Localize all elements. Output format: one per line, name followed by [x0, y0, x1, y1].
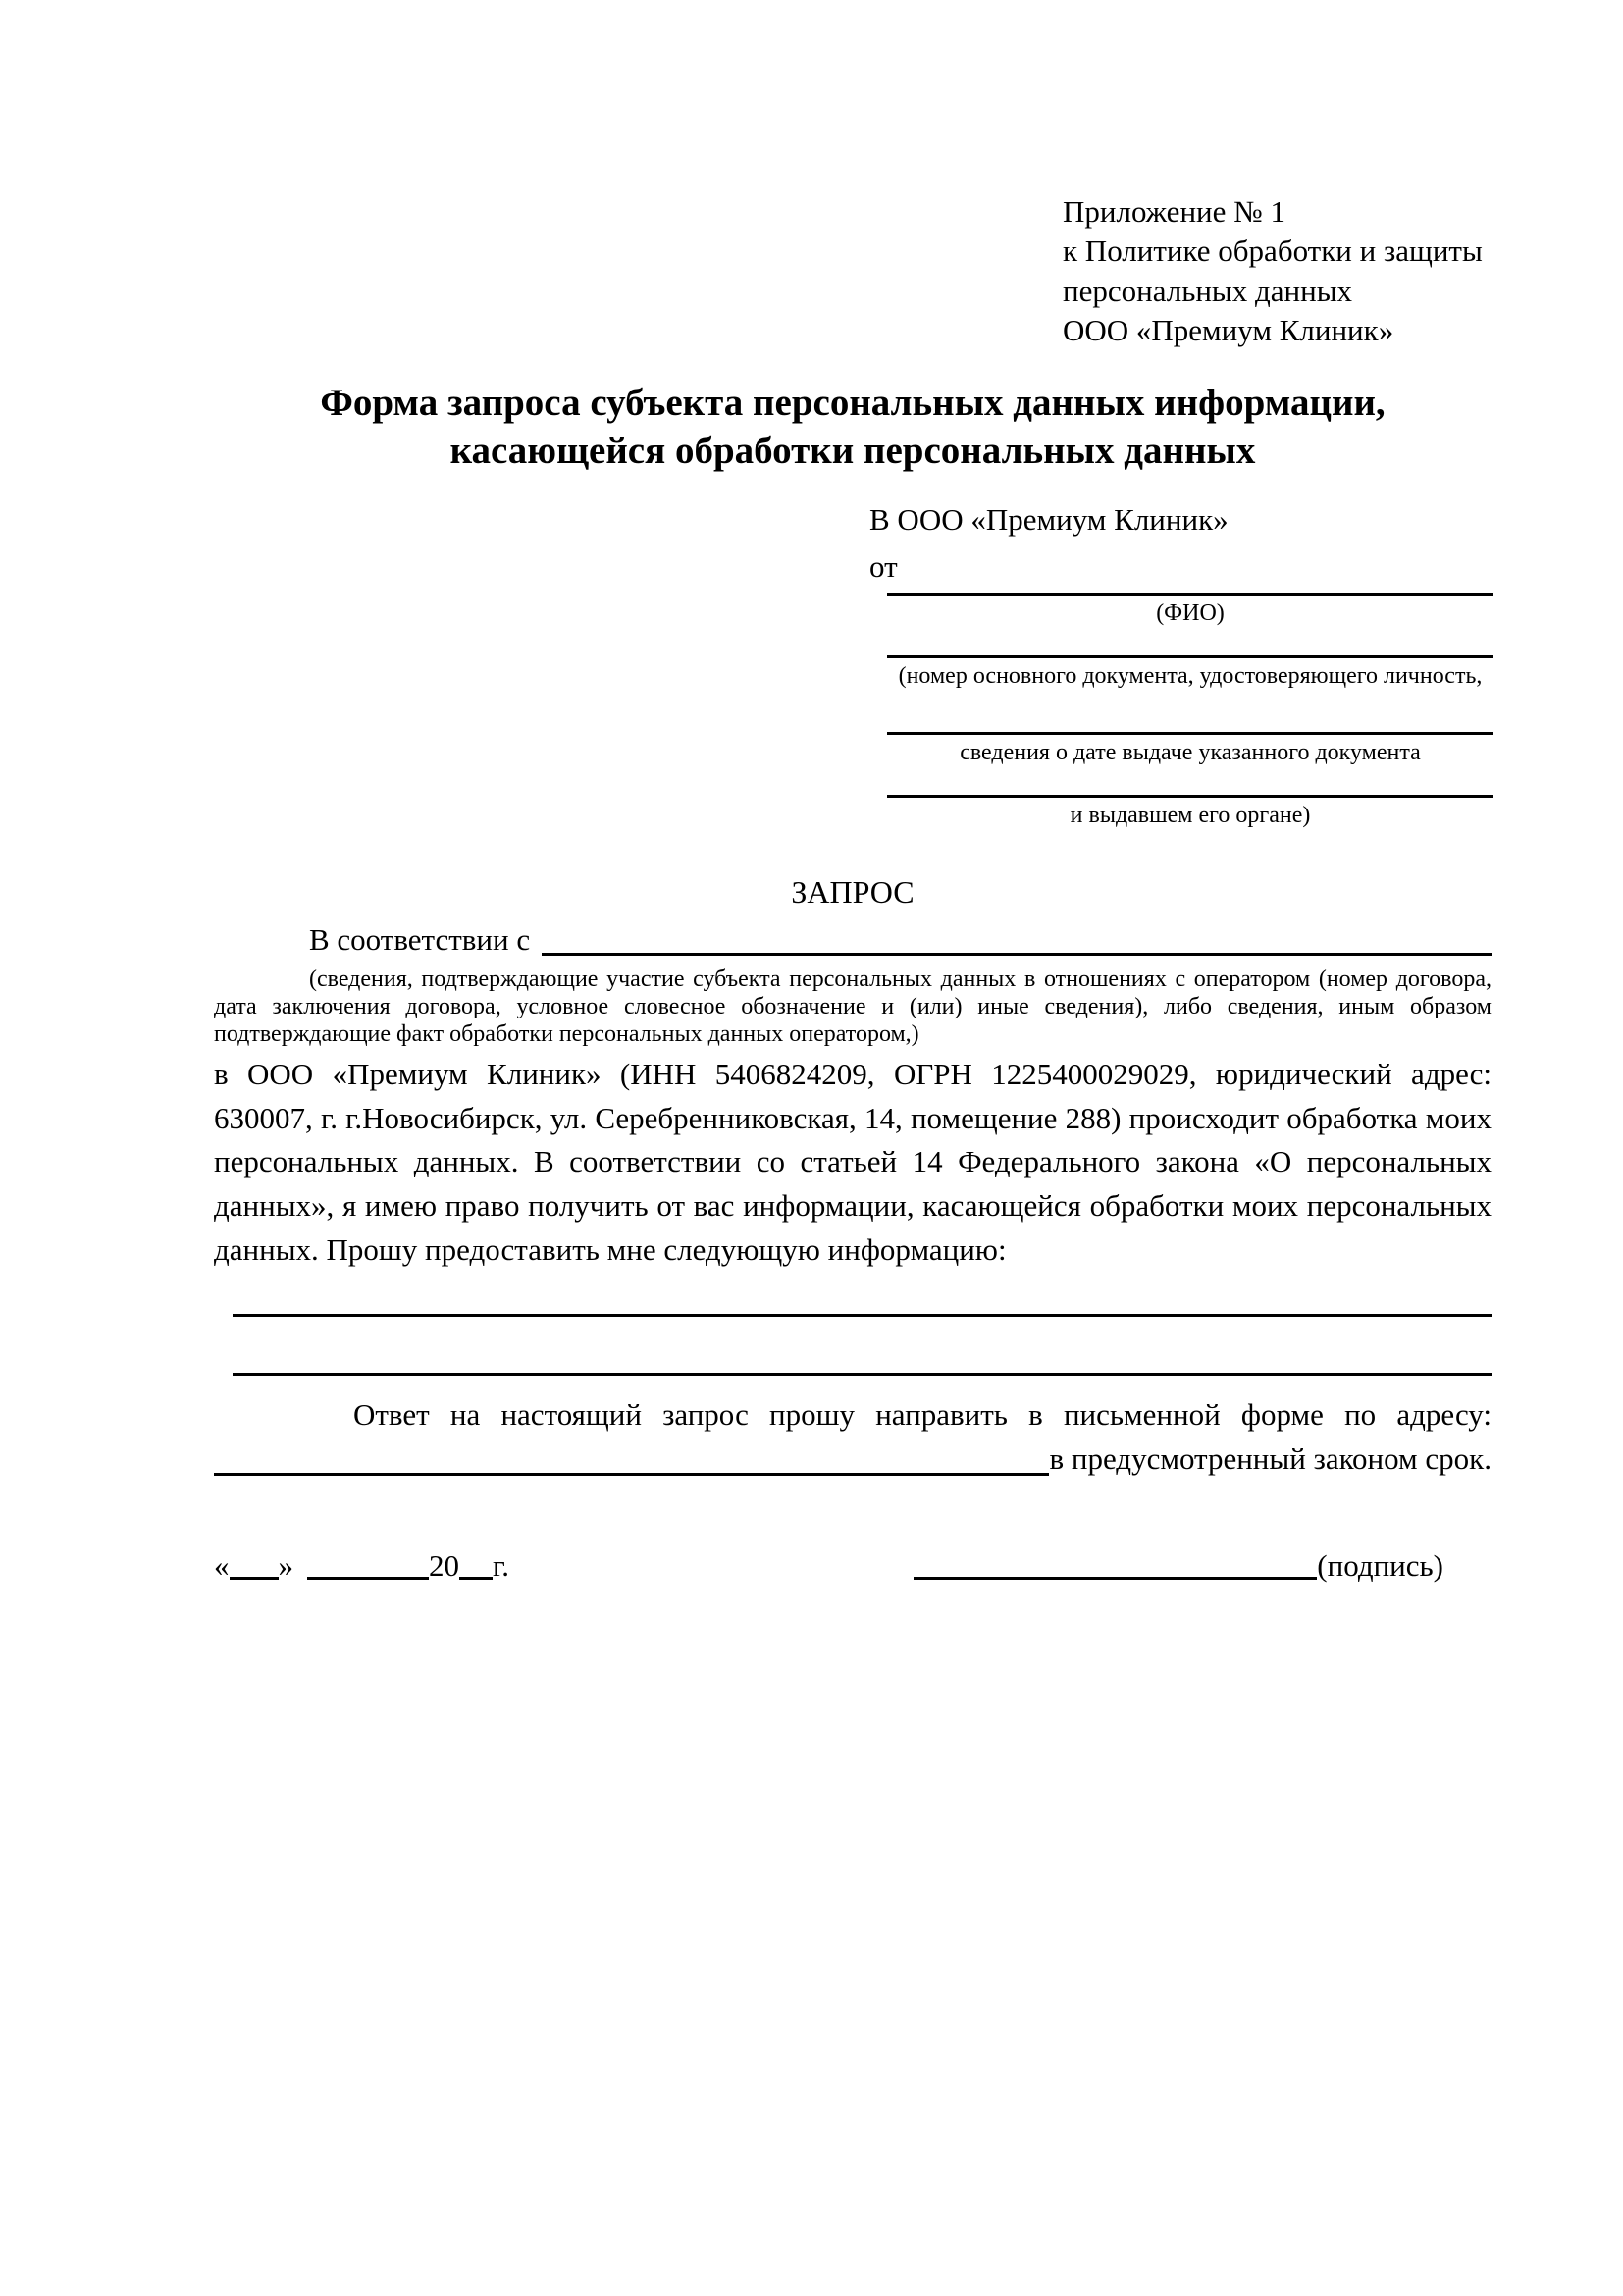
fio-caption: (ФИО) [1156, 600, 1225, 627]
form-title: Форма запроса субъекта персональных данных информации, касающейся обработки персональных данных [320, 382, 1386, 472]
date-year-blank [459, 1575, 493, 1580]
date-quote-open: « [214, 1548, 230, 1584]
signature-row [214, 1546, 1492, 1586]
fio-field [887, 593, 1493, 628]
date-year-prefix: 20 [429, 1548, 459, 1584]
request-heading: ЗАПРОС [791, 874, 915, 911]
reply-address-row [214, 1437, 1492, 1482]
appendix-line-company: ООО «Премиум Клиник» [1063, 312, 1394, 347]
document-number-caption: (номер основного документа, удостоверяющего личность, [898, 662, 1483, 689]
issuing-authority-field [887, 795, 1493, 830]
document-number-field [887, 655, 1493, 691]
issue-date-field [887, 732, 1493, 767]
appendix-header [1063, 192, 1492, 350]
addressee-to: В ООО «Премиум Клиник» [869, 501, 1229, 537]
appendix-line-policy: к Политике обработки и защиты [1063, 234, 1483, 269]
info-blank-line-1 [233, 1314, 1492, 1317]
addressee-block [869, 501, 1492, 830]
addressee-from-label: от [869, 549, 898, 585]
issuing-authority-caption: и выдавшем его органе) [1070, 802, 1311, 828]
signature-caption: (подпись) [1317, 1548, 1443, 1584]
accordance-row [214, 920, 1492, 960]
signature-field [914, 1546, 1443, 1586]
reply-address-blank-line [214, 1473, 1049, 1476]
accordance-lead: В соответствии с [309, 922, 531, 958]
date-year-suffix: г. [493, 1548, 509, 1584]
info-blank-line-2 [233, 1373, 1492, 1376]
request-body-paragraph: в ООО «Премиум Клиник» (ИНН 5406824209, ОГРН 1225400029029, юридический адрес: 630007, г. г.Новосибирск, ул. Серебренниковская, 14, помещение 288) происходит обработка моих персональных данных. В соответствии со статьей 14 Федерального закона «О персональных данных», я имею право получить от вас информации, касающейся обработки моих персональных данных. Прошу предоставить мне следующую информацию: [214, 1056, 1492, 1268]
reply-sentence-start: Ответ на настоящий запрос прошу направить в письменной форме по адресу: [353, 1397, 1492, 1433]
accordance-note: (сведения, подтверждающие участие субъекта персональных данных в отношениях с оператором (номер договора, дата заключения договора, условное словесное обозначение и (или) иные сведения), либо сведения, иным образом подтверждающие факт обработки персональных данных оператором,) [214, 965, 1492, 1048]
date-field [214, 1546, 509, 1586]
date-quote-close: » [278, 1548, 293, 1584]
appendix-line-personal-data: персональных данных [1063, 273, 1353, 308]
reply-sentence-end: в предусмотренный законом срок. [1049, 1441, 1492, 1477]
date-month-blank [307, 1575, 429, 1580]
accordance-blank-line [542, 953, 1492, 956]
issue-date-caption: сведения о дате выдаче указанного документа [960, 739, 1421, 765]
appendix-line-number: Приложение № 1 [1063, 194, 1285, 229]
date-day-blank [230, 1575, 279, 1580]
signature-blank-line [914, 1577, 1317, 1580]
